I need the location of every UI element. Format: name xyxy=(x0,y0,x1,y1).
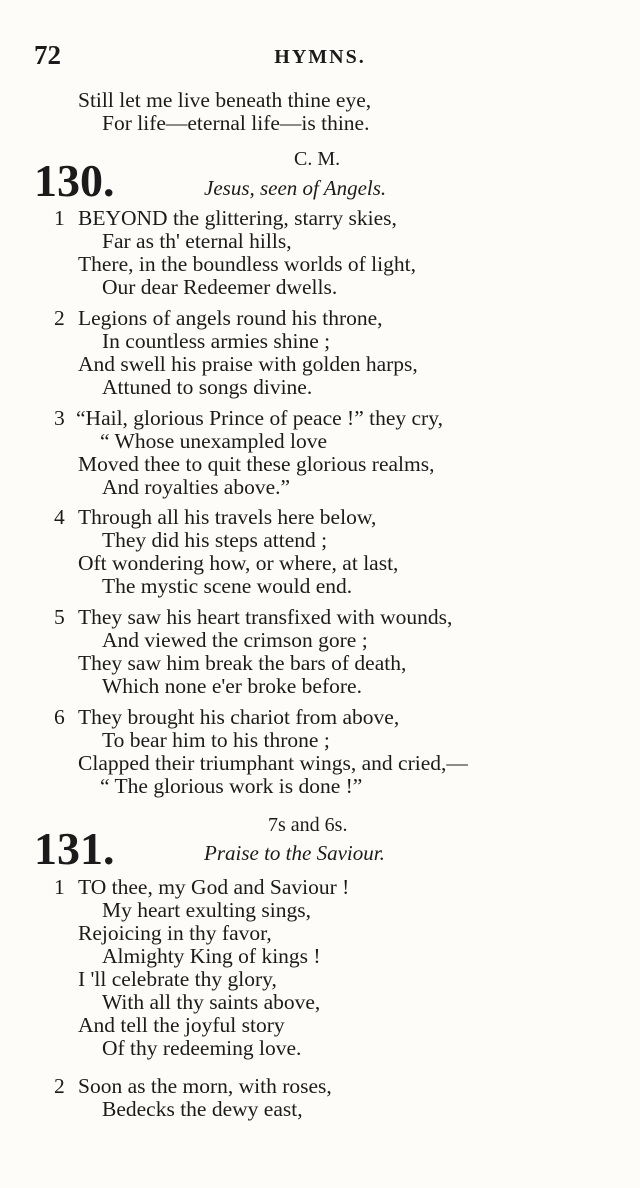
hymn-number-130: 130. xyxy=(34,155,115,206)
verse-number: 4 xyxy=(54,505,65,529)
verse-line: In countless armies shine ; xyxy=(102,329,331,353)
verse-line: Legions of angels round his throne, xyxy=(78,306,383,330)
verse-number: 1 xyxy=(54,875,65,899)
hymn-number-131: 131. xyxy=(34,823,115,874)
verse-line: Our dear Redeemer dwells. xyxy=(102,275,338,299)
verse-line: They saw him break the bars of death, xyxy=(78,651,407,675)
verse-line: “ Whose unexampled love xyxy=(100,429,328,453)
hymn-130-title: Jesus, seen of Angels. xyxy=(204,176,387,200)
continuation-line: For life—eternal life—is thine. xyxy=(102,111,370,135)
verse-line: And tell the joyful story xyxy=(78,1013,285,1037)
verse-line: The mystic scene would end. xyxy=(102,574,353,598)
hymn-130-meter: C. M. xyxy=(294,148,341,170)
verse-line: And viewed the crimson gore ; xyxy=(102,628,368,652)
verse-line: Attuned to songs divine. xyxy=(102,375,313,399)
verse-line: Oft wondering how, or where, at last, xyxy=(78,551,399,575)
verse-line: Bedecks the dewy east, xyxy=(102,1097,303,1121)
verse-line: And royalties above.” xyxy=(102,475,291,499)
page-number: 72 xyxy=(34,40,61,70)
verse-number: 2 xyxy=(54,1074,65,1098)
verse-line: To bear him to his throne ; xyxy=(102,728,330,752)
verse-line: They did his steps attend ; xyxy=(102,528,328,552)
verse-line: They saw his heart transfixed with wounds, xyxy=(78,605,453,629)
verse-line: TO thee, my God and Saviour ! xyxy=(78,875,350,899)
verse-line: I 'll celebrate thy glory, xyxy=(78,967,277,991)
verse-line: Far as th' eternal hills, xyxy=(102,229,292,253)
hymn-131-meter: 7s and 6s. xyxy=(268,814,348,836)
verse-line: Soon as the morn, with roses, xyxy=(78,1074,332,1098)
verse-line: Clapped their triumphant wings, and cried,— xyxy=(78,751,468,775)
verse-number: 6 xyxy=(54,705,65,729)
verse-line: Rejoicing in thy favor, xyxy=(78,921,272,945)
running-head: HYMNS. xyxy=(274,46,366,68)
verse-line: And swell his praise with golden harps, xyxy=(78,352,418,376)
verse-line: Which none e'er broke before. xyxy=(102,674,362,698)
verse-line: My heart exulting sings, xyxy=(102,898,312,922)
verse-line: “ The glorious work is done !” xyxy=(100,774,363,798)
continuation-line: Still let me live beneath thine eye, xyxy=(78,88,372,112)
verse-line: They brought his chariot from above, xyxy=(78,705,400,729)
verse-number: 2 xyxy=(54,306,65,330)
verse-line: Moved thee to quit these glorious realms, xyxy=(78,452,435,476)
verse-line: There, in the boundless worlds of light, xyxy=(78,252,416,276)
verse-line: Almighty King of kings ! xyxy=(102,944,321,968)
verse-line: Of thy redeeming love. xyxy=(102,1036,302,1060)
verse-line: “Hail, glorious Prince of peace !” they cry, xyxy=(76,406,443,430)
hymn-131-title: Praise to the Saviour. xyxy=(204,841,385,865)
verse-number: 1 xyxy=(54,206,65,230)
verse-line: Through all his travels here below, xyxy=(78,505,377,529)
verse-number: 5 xyxy=(54,605,65,629)
verse-line: BEYOND the glittering, starry skies, xyxy=(78,206,397,230)
verse-line: With all thy saints above, xyxy=(102,990,321,1014)
verse-number: 3 xyxy=(54,406,65,430)
